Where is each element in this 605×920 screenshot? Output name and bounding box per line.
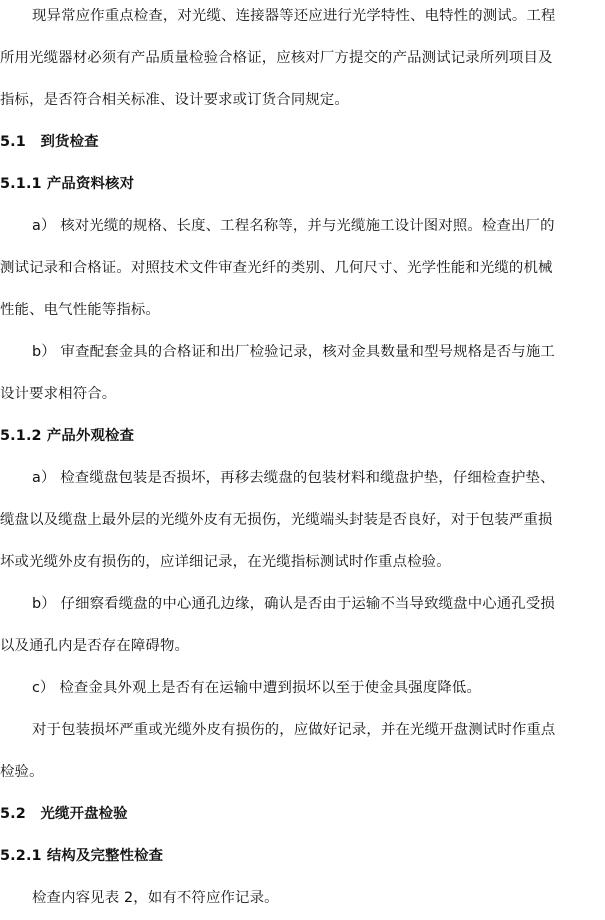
section-heading: 5.2 光缆开盘检验	[0, 806, 128, 822]
list-item-line: a） 核对光缆的规格、长度、工程名称等，并与光缆施工设计图对照。检查出厂的	[32, 218, 555, 234]
paragraph-line: 所用光缆器材必须有产品质量检验合格证，应核对厂方提交的产品测试记录所列项目及	[0, 50, 553, 66]
paragraph-line: 检验。	[0, 764, 44, 780]
list-item-line: 缆盘以及缆盘上最外层的光缆外皮有无损伤，光缆端头封装是否良好，对于包装严重损	[0, 512, 553, 528]
paragraph-line: 检查内容见表 2，如有不符应作记录。	[32, 890, 279, 906]
list-item-line: 坏或光缆外皮有损伤的，应详细记录，在光缆指标测试时作重点检验。	[0, 554, 451, 570]
subsection-heading: 5.1.1 产品资料核对	[0, 176, 135, 192]
paragraph-line: 对于包装损坏严重或光缆外皮有损伤的，应做好记录，并在光缆开盘测试时作重点	[32, 722, 556, 738]
list-item-line: c） 检查金具外观上是否有在运输中遭到损坏以至于使金具强度降低。	[32, 680, 482, 696]
list-item-line: b） 仔细察看缆盘的中心通孔边缘，确认是否由于运输不当导致缆盘中心通孔受损	[32, 596, 555, 612]
paragraph-line: 指标，是否符合相关标准、设计要求或订货合同规定。	[0, 92, 349, 108]
list-item-line: b） 审查配套金具的合格证和出厂检验记录，核对金具数量和型号规格是否与施工	[32, 344, 555, 360]
section-heading: 5.1 到货检查	[0, 134, 99, 150]
subsection-heading: 5.1.2 产品外观检查	[0, 428, 135, 444]
list-item-line: 设计要求相符合。	[0, 386, 117, 402]
list-item-line: 以及通孔内是否存在障碍物。	[0, 638, 190, 654]
paragraph-line: 现异常应作重点检查，对光缆、连接器等还应进行光学特性、电特性的测试。工程	[32, 8, 556, 24]
list-item-line: 性能、电气性能等指标。	[0, 302, 160, 318]
list-item-line: a） 检查缆盘包装是否损坏，再移去缆盘的包装材料和缆盘护垫，仔细检查护垫、	[32, 470, 555, 486]
subsection-heading: 5.2.1 结构及完整性检查	[0, 848, 164, 864]
list-item-line: 测试记录和合格证。对照技术文件审查光纤的类别、几何尺寸、光学性能和光缆的机械	[0, 260, 553, 276]
